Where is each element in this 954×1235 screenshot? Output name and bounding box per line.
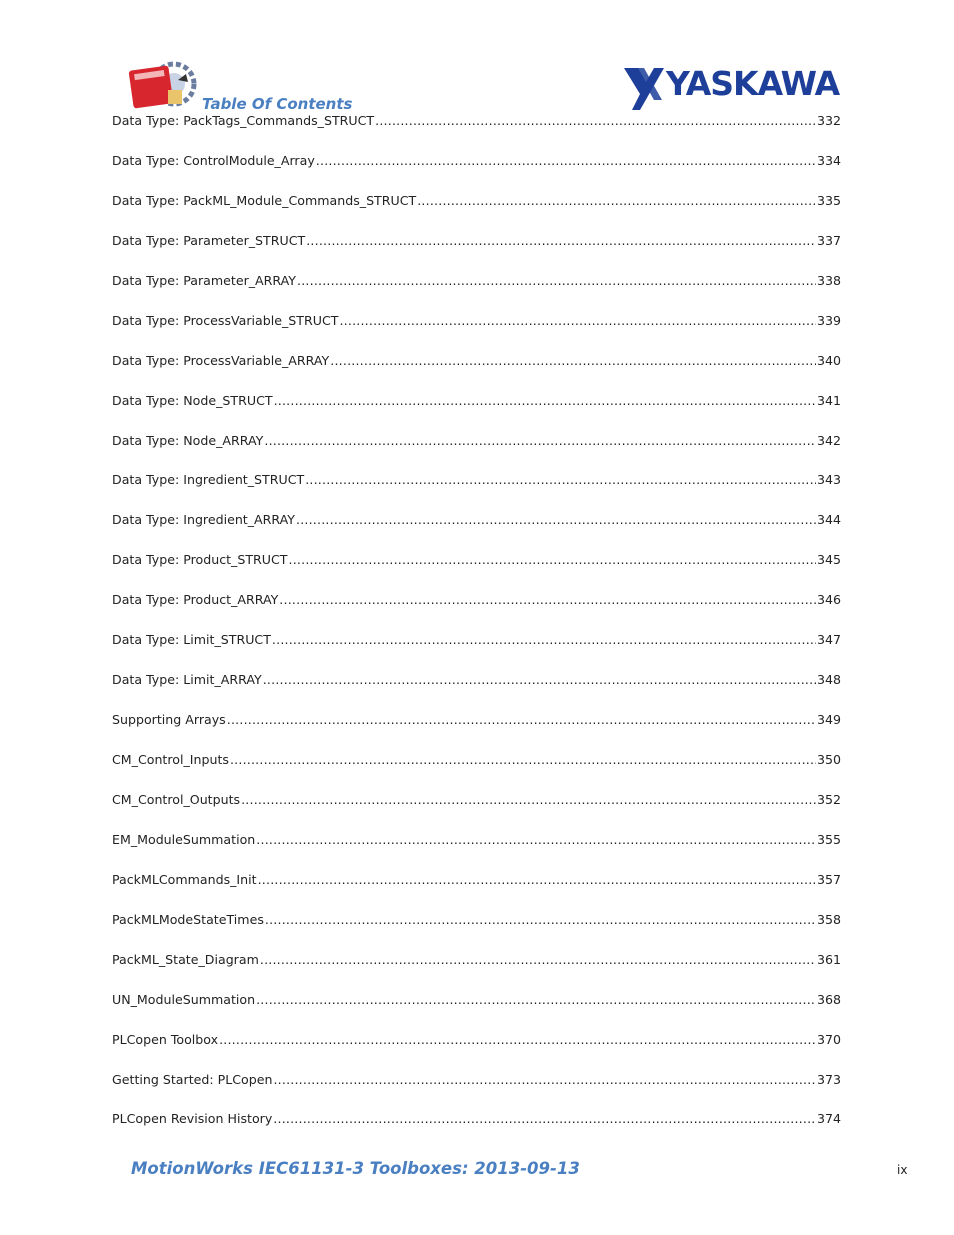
toc-entry-page: 358 xyxy=(816,911,841,927)
toc-entry-page: 349 xyxy=(816,712,841,728)
toc-leader-dots xyxy=(297,273,816,289)
toc-leader-dots xyxy=(289,552,816,568)
toc-entry-label: PackMLCommands_Init xyxy=(112,871,257,887)
toc-entry-label: EM_ModuleSummation xyxy=(112,831,256,847)
toc-leader-dots xyxy=(219,1032,816,1048)
toc-leader-dots xyxy=(306,233,816,249)
toc-entry-page: 345 xyxy=(816,552,841,568)
toc-entry-page: 342 xyxy=(816,432,841,448)
toc-entry-page: 340 xyxy=(816,352,841,368)
toc-entry-label: Data Type: PackTags_Commands_STRUCT xyxy=(112,113,375,128)
toc-entry-page: 347 xyxy=(816,632,841,648)
toc-leader-dots xyxy=(258,872,816,888)
toc-entry[interactable] xyxy=(112,1111,841,1151)
toc-entry-label: PLCopen Toolbox xyxy=(112,1031,219,1047)
toc-leader-dots xyxy=(273,1072,816,1088)
toc-leader-dots xyxy=(330,353,816,369)
toc-entry-label: Data Type: Limit_ARRAY xyxy=(112,672,262,688)
toc-entry-page: 352 xyxy=(816,791,841,807)
toc-entry-page: 337 xyxy=(816,232,841,248)
toc-entry-label: UN_ModuleSummation xyxy=(112,991,256,1007)
toc-entry-page: 339 xyxy=(816,312,841,328)
toc-entry[interactable] xyxy=(112,393,841,433)
toc-leader-dots xyxy=(274,393,816,409)
toc-entry-label: Data Type: Limit_STRUCT xyxy=(112,632,271,648)
toc-entry[interactable] xyxy=(112,672,841,712)
toc-entry-label: Data Type: Node_STRUCT xyxy=(112,392,273,408)
toc-entry-page: 332 xyxy=(816,113,841,128)
toc-entry-page: 344 xyxy=(816,512,841,528)
toc-entry[interactable] xyxy=(112,752,841,792)
toc-entry[interactable] xyxy=(112,552,841,592)
toc-entry-label: Data Type: Ingredient_ARRAY xyxy=(112,512,295,528)
toc-entry[interactable] xyxy=(112,233,841,273)
toc-entry[interactable] xyxy=(112,792,841,832)
toc-entry-label: PackML_State_Diagram xyxy=(112,951,259,967)
toc-entry-label: Data Type: ControlModule_Array xyxy=(112,152,315,168)
toc-entry-page: 346 xyxy=(816,592,841,608)
toc-entry[interactable] xyxy=(112,912,841,952)
toc-leader-dots xyxy=(264,433,816,449)
toc-entry[interactable] xyxy=(112,952,841,992)
toc-entry[interactable] xyxy=(112,1032,841,1072)
toc-leader-dots xyxy=(227,712,816,728)
toc-leader-dots xyxy=(273,1111,816,1127)
toc-entry-label: PackMLModeStateTimes xyxy=(112,911,264,927)
toc-entry-page: 373 xyxy=(816,1071,841,1087)
toc-entry-label: Data Type: Ingredient_STRUCT xyxy=(112,472,305,488)
toc-entry-label: Getting Started: PLCopen xyxy=(112,1071,273,1087)
toc-leader-dots xyxy=(417,193,816,209)
toc-entry[interactable] xyxy=(112,113,841,153)
toc-entry[interactable] xyxy=(112,313,841,353)
toc-leader-dots xyxy=(260,952,816,968)
toc-leader-dots xyxy=(339,313,816,329)
toc-entry-label: Data Type: ProcessVariable_ARRAY xyxy=(112,352,330,368)
toc-entry[interactable] xyxy=(112,632,841,672)
toc-entry-label: PLCopen Revision History xyxy=(112,1111,273,1127)
toc-entry-page: 374 xyxy=(816,1111,841,1127)
toc-entry[interactable] xyxy=(112,353,841,393)
toc-entry-label: Data Type: Parameter_STRUCT xyxy=(112,232,306,248)
toc-entry-label: CM_Control_Inputs xyxy=(112,752,229,767)
toc-entry-page: 343 xyxy=(816,472,841,488)
toc-leader-dots xyxy=(305,472,816,488)
toc-entry[interactable] xyxy=(112,512,841,552)
toc-entry-label: Data Type: Node_ARRAY xyxy=(112,432,264,448)
footer-title: MotionWorks IEC61131-3 Toolboxes: 2013-09-13 xyxy=(131,1159,580,1178)
toc-entry-label: Data Type: Product_STRUCT xyxy=(112,552,288,568)
toc-entry-label: Data Type: PackML_Module_Commands_STRUCT xyxy=(112,192,417,208)
toc-entry[interactable] xyxy=(112,872,841,912)
toc-entry-label: CM_Control_Outputs xyxy=(112,791,241,807)
toc-entry[interactable] xyxy=(112,153,841,193)
toc-leader-dots xyxy=(256,832,816,848)
toc-entry-page: 350 xyxy=(816,752,841,767)
toc-entry-page: 357 xyxy=(816,871,841,887)
toc-leader-dots xyxy=(263,672,816,688)
toc-entry-page: 348 xyxy=(816,672,841,688)
toc-entry-page: 361 xyxy=(816,951,841,967)
toc-entry-label: Data Type: ProcessVariable_STRUCT xyxy=(112,312,339,328)
toc-entry[interactable] xyxy=(112,712,841,752)
toc-leader-dots xyxy=(230,752,816,768)
toc-entry[interactable] xyxy=(112,592,841,632)
brand-name: YASKAWA xyxy=(666,64,840,103)
toc-entry[interactable] xyxy=(112,193,841,233)
toc-entry[interactable] xyxy=(112,992,841,1032)
toc-entry-page: 334 xyxy=(816,152,841,168)
toc-leader-dots xyxy=(296,512,816,528)
toc-entry[interactable] xyxy=(112,832,841,872)
table-of-contents xyxy=(112,113,841,1151)
toc-leader-dots xyxy=(279,592,816,608)
toc-leader-dots xyxy=(256,992,816,1008)
toc-entry-page: 335 xyxy=(816,192,841,208)
toolbox-logo-icon xyxy=(128,60,200,112)
toc-leader-dots xyxy=(241,792,816,808)
toc-entry[interactable] xyxy=(112,273,841,313)
toc-entry-page: 355 xyxy=(816,831,841,847)
toc-entry-page: 370 xyxy=(816,1031,841,1047)
toc-leader-dots xyxy=(375,113,816,129)
toc-entry-page: 338 xyxy=(816,272,841,288)
toc-leader-dots xyxy=(316,153,816,169)
toc-entry[interactable] xyxy=(112,433,841,473)
page-title: Table Of Contents xyxy=(202,95,353,113)
toc-entry-page: 341 xyxy=(816,392,841,408)
toc-leader-dots xyxy=(272,632,816,648)
toc-entry[interactable] xyxy=(112,1072,841,1112)
toc-entry[interactable] xyxy=(112,472,841,512)
footer-page-number: ix xyxy=(897,1163,908,1177)
toc-leader-dots xyxy=(265,912,816,928)
toc-entry-page: 368 xyxy=(816,991,841,1007)
toc-entry-label: Supporting Arrays xyxy=(112,712,226,728)
toc-entry-label: Data Type: Parameter_ARRAY xyxy=(112,272,296,288)
toc-entry-label: Data Type: Product_ARRAY xyxy=(112,592,279,608)
